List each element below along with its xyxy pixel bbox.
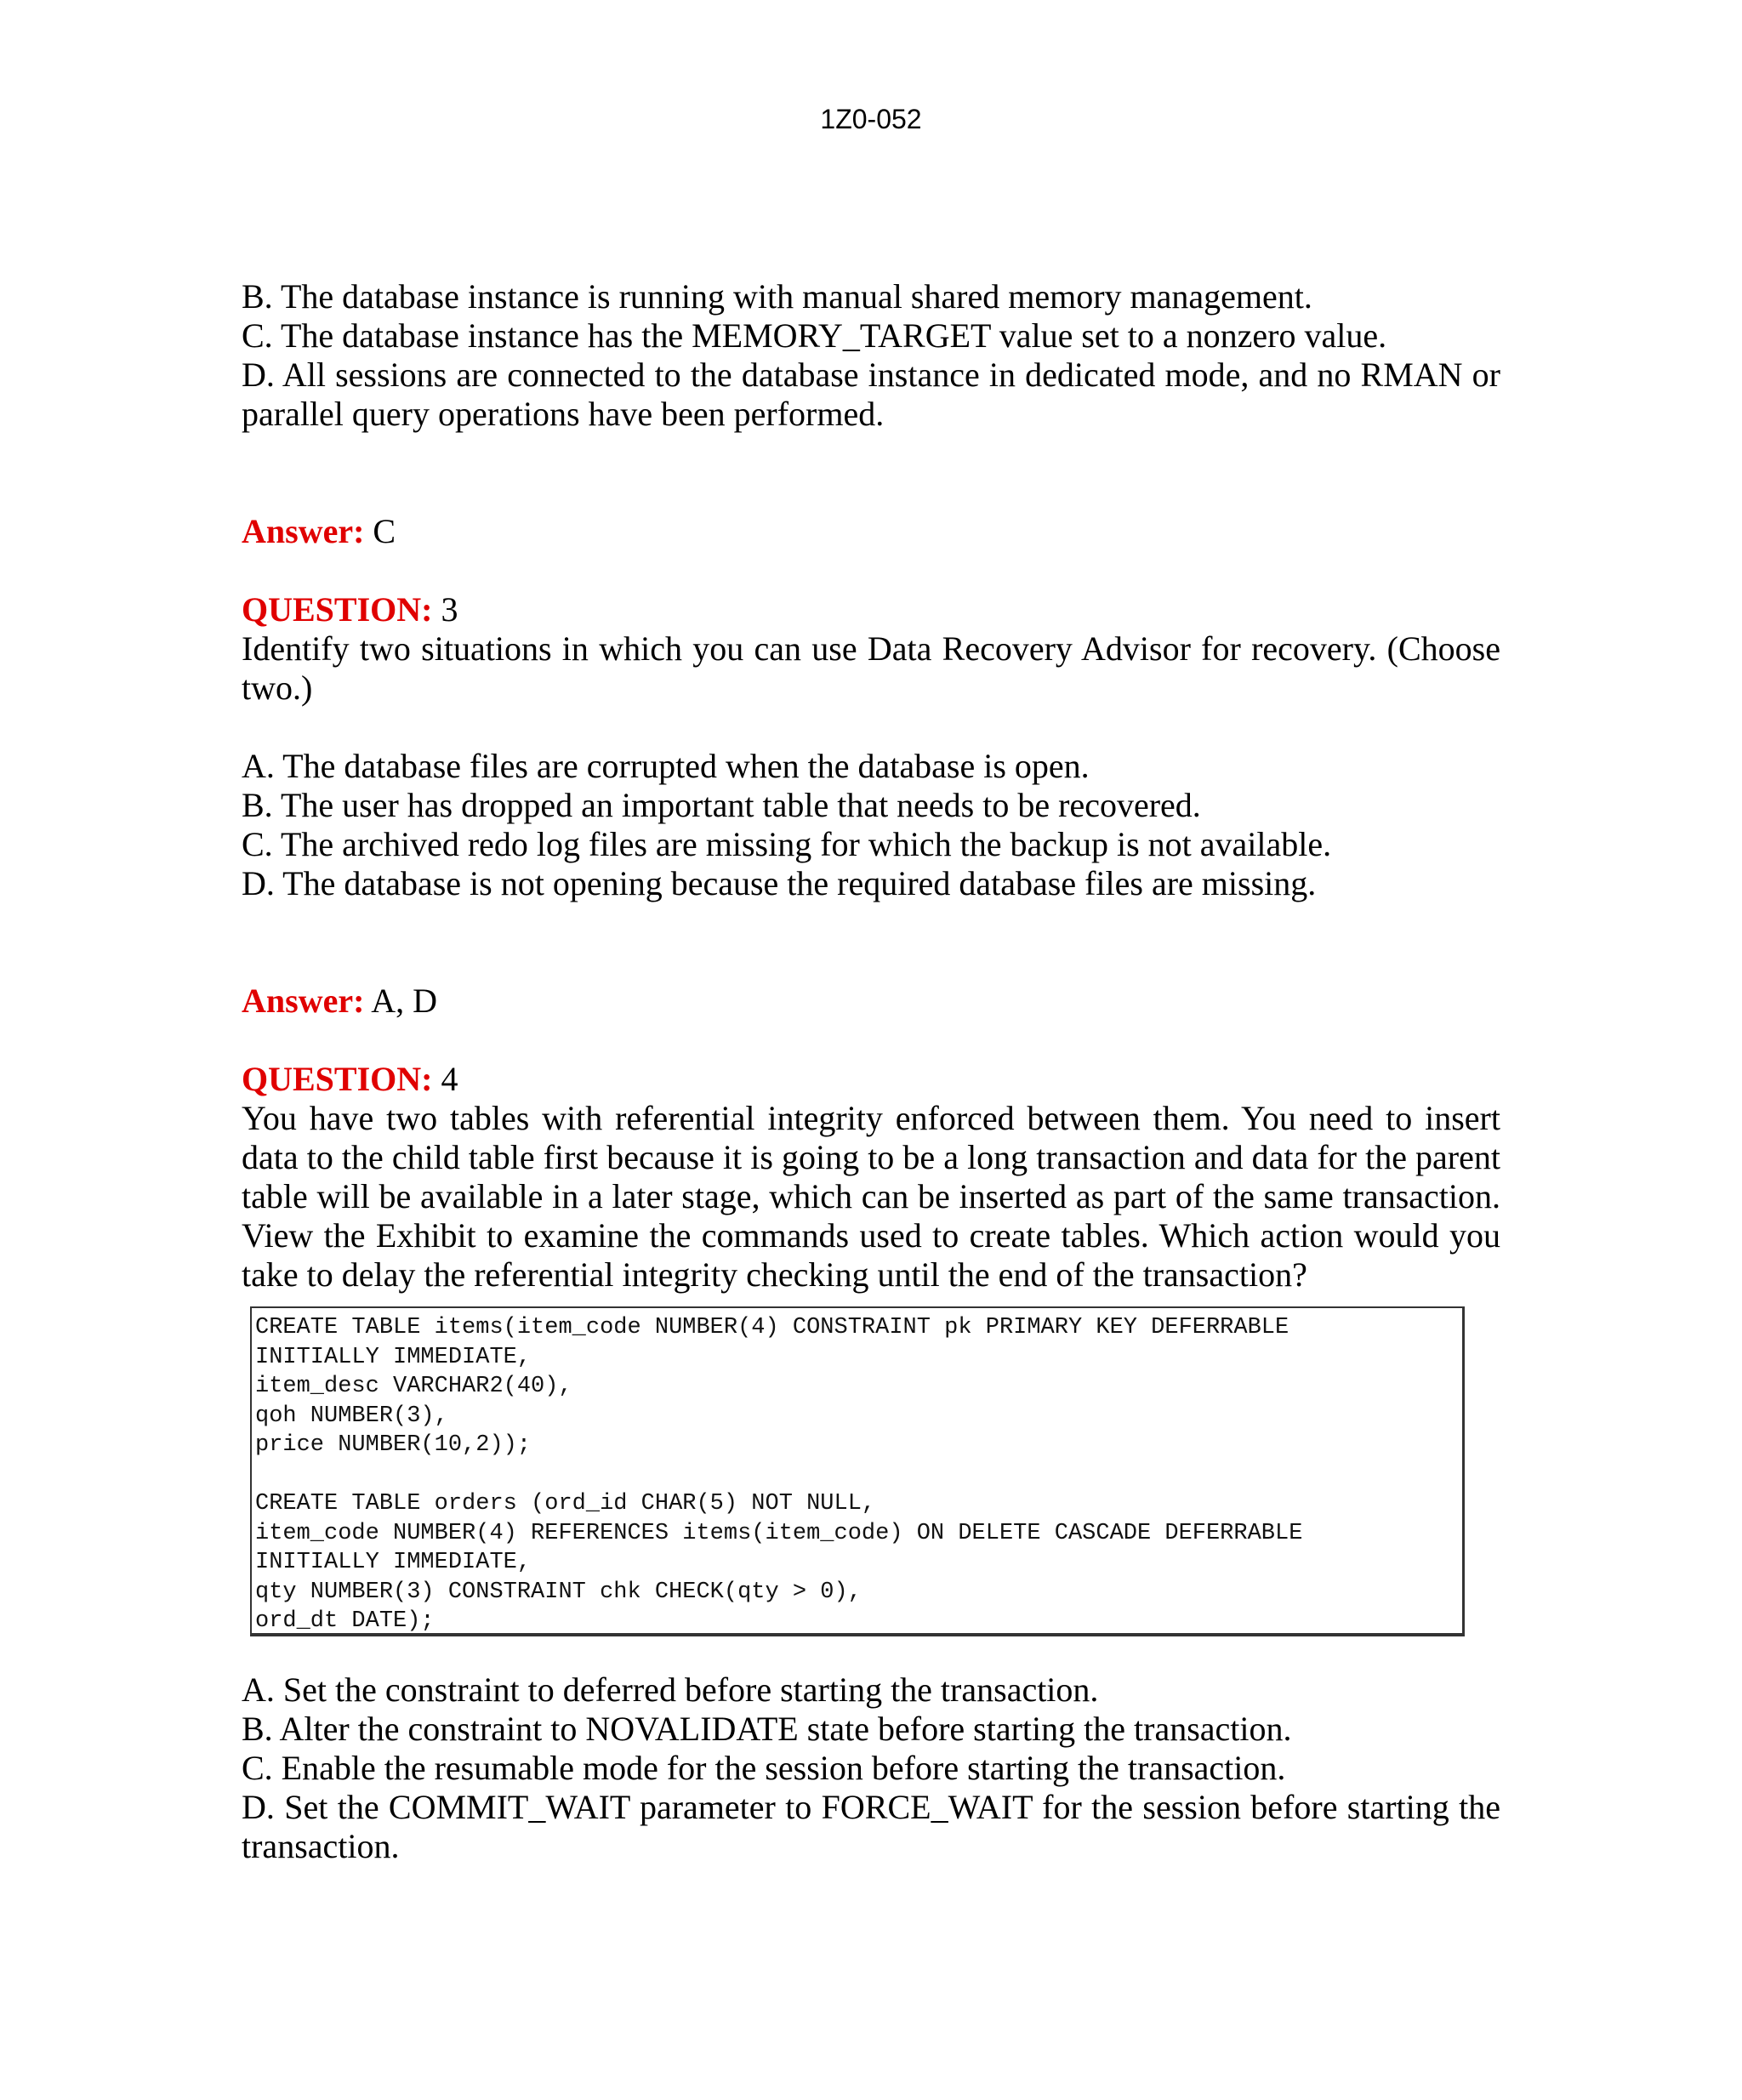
exhibit-line: ord_dt DATE); xyxy=(255,1608,435,1634)
answer-3 xyxy=(242,982,1500,1021)
answer-label: Answer: xyxy=(242,982,365,1020)
exhibit-line: INITIALLY IMMEDIATE, xyxy=(255,1550,532,1575)
exhibit-blank-line xyxy=(255,1460,1459,1490)
answer-2 xyxy=(242,512,1500,551)
q2-option-d-line2: parallel query operations have been performed. xyxy=(242,395,885,433)
answer-value: C xyxy=(373,512,396,550)
q2-option-d-line1: D. All sessions are connected to the database instance in dedicated mode, and no RMAN or xyxy=(242,356,1500,394)
question-label: QUESTION: xyxy=(242,590,433,629)
exhibit-line: price NUMBER(10,2)); xyxy=(255,1432,532,1458)
q3-option-a: A. The database files are corrupted when the database is open. xyxy=(242,747,1090,785)
question-3-text-line1: Identify two situations in which you can use Data Recovery Advisor for recovery. (Choose xyxy=(242,629,1500,668)
q2-option-c: C. The database instance has the MEMORY_TARGET value set to a nonzero value. xyxy=(242,316,1387,355)
q3-option-c: C. The archived redo log files are missing for which the backup is not available. xyxy=(242,825,1332,863)
exhibit-line: item_desc VARCHAR2(40), xyxy=(255,1374,572,1399)
exhibit-line: CREATE TABLE orders (ord_id CHAR(5) NOT NULL, xyxy=(255,1491,876,1517)
document-body xyxy=(242,277,1500,1866)
q4-option-c: C. Enable the resumable mode for the session before starting the transaction. xyxy=(242,1749,1286,1787)
q3-option-d: D. The database is not opening because the required database files are missing. xyxy=(242,864,1317,902)
q3-option-b: B. The user has dropped an important table that needs to be recovered. xyxy=(242,786,1201,824)
question-4-heading xyxy=(242,1060,1500,1099)
q4-option-d: D. Set the COMMIT_WAIT parameter to FORCE_WAIT for the session before starting the transaction. xyxy=(242,1788,1500,1865)
exhibit-line: qty NUMBER(3) CONSTRAINT chk CHECK(qty > 0), xyxy=(255,1579,862,1605)
question-4-text: You have two tables with referential integrity enforced between them. You need to insert data to the child table first because it is going to be a long transaction and data for the parent table will be available in a later stage, which can be inserted as part of the same transaction. View the Exhibit to examine the commands used to create tables. Which action would you take to delay the referential integrity checking until the end of the transaction? xyxy=(242,1099,1500,1294)
q4-option-b: B. Alter the constraint to NOVALIDATE state before starting the transaction. xyxy=(242,1710,1292,1748)
q4-option-a: A. Set the constraint to deferred before starting the transaction. xyxy=(242,1670,1099,1709)
page-header: 1Z0-052 xyxy=(820,104,922,134)
question-3-text-line2: two.) xyxy=(242,669,313,707)
exhibit-code-box xyxy=(250,1306,1465,1636)
exhibit-line: item_code NUMBER(4) REFERENCES items(item_code) ON DELETE CASCADE DEFERRABLE xyxy=(255,1520,1303,1546)
question-label: QUESTION: xyxy=(242,1060,433,1098)
exhibit-line: qoh NUMBER(3), xyxy=(255,1403,448,1429)
exhibit-line: INITIALLY IMMEDIATE, xyxy=(255,1344,532,1370)
answer-value: A, D xyxy=(371,982,437,1020)
q2-option-b: B. The database instance is running with manual shared memory management. xyxy=(242,277,1312,316)
question-number: 3 xyxy=(441,590,458,629)
question-number: 4 xyxy=(441,1060,458,1098)
exhibit-line: CREATE TABLE items(item_code NUMBER(4) CONSTRAINT pk PRIMARY KEY DEFERRABLE xyxy=(255,1315,1289,1340)
answer-label: Answer: xyxy=(242,512,365,550)
question-3-heading xyxy=(242,590,1500,629)
